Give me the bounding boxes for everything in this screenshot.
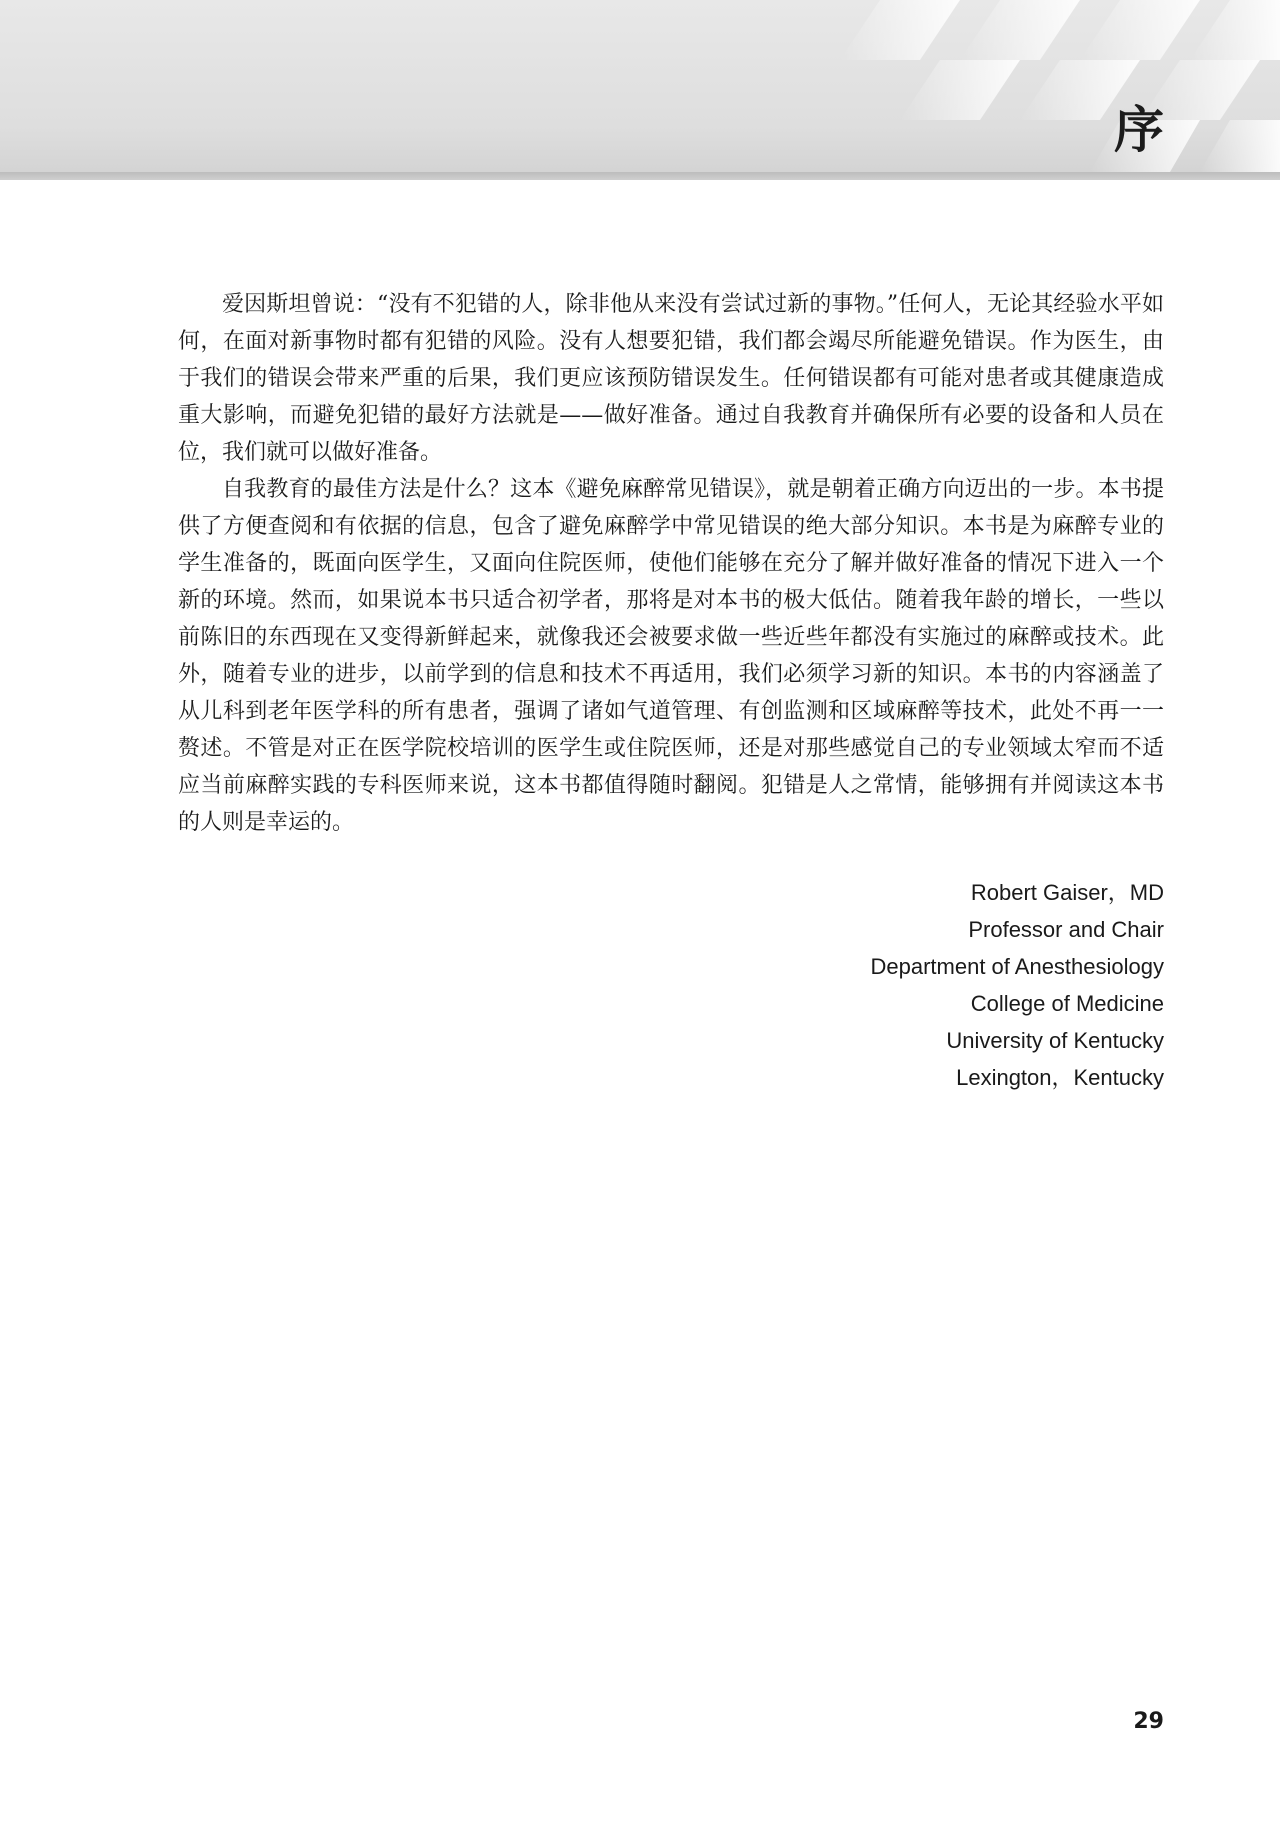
paragraph-1: 爱因斯坦曾说：“没有不犯错的人，除非他从来没有尝试过新的事物。”任何人，无论其经验水平如何，在面对新事物时都有犯错的风险。没有人想要犯错，我们都会竭尽所能避免错误。作为医生，由于我们的错误会带来严重的后果，我们更应该预防错误发生。任何错误都有可能对患者或其健康造成重大影响，而避免犯错的最好方法就是——做好准备。通过自我教育并确保所有必要的设备和人员在位，我们就可以做好准备。 [178,292,1164,465]
header-band [0,0,1280,180]
body-text [178,286,1164,841]
header-decorative-pattern [760,0,1280,172]
signature-department: Department of Anesthesiology [870,954,1164,979]
section-title: 序 [1114,101,1164,159]
signature-university: University of Kentucky [946,1028,1164,1053]
signature-block [870,874,1164,1096]
header-rule [0,172,1280,180]
signature-name: Robert Gaiser，MD [970,880,1164,905]
page-number: 29 [1133,1709,1164,1734]
signature-location: Lexington，Kentucky [956,1065,1164,1090]
paragraph-2: 自我教育的最佳方法是什么？这本《避免麻醉常见错误》，就是朝着正确方向迈出的一步。本书提供了方便查阅和有依据的信息，包含了避免麻醉学中常见错误的绝大部分知识。本书是为麻醉专业的学生准备的，既面向医学生，又面向住院医师，使他们能够在充分了解并做好准备的情况下进入一个新的环境。然而，如果说本书只适合初学者，那将是对本书的极大低估。随着我年龄的增长，一些以前陈旧的东西现在又变得新鲜起来，就像我还会被要求做一些近些年都没有实施过的麻醉或技术。此外，随着专业的进步，以前学到的信息和技术不再适用，我们必须学习新的知识。本书的内容涵盖了从儿科到老年医学科的所有患者，强调了诸如气道管理、有创监测和区域麻醉等技术，此处不再一一赘述。不管是对正在医学院校培训的医学生或住院医师，还是对那些感觉自己的专业领域太窄而不适应当前麻醉实践的专科医师来说，这本书都值得随时翻阅。犯错是人之常情，能够拥有并阅读这本书的人则是幸运的。 [178,477,1164,835]
signature-title: Professor and Chair [968,917,1164,942]
signature-college: College of Medicine [970,991,1164,1016]
